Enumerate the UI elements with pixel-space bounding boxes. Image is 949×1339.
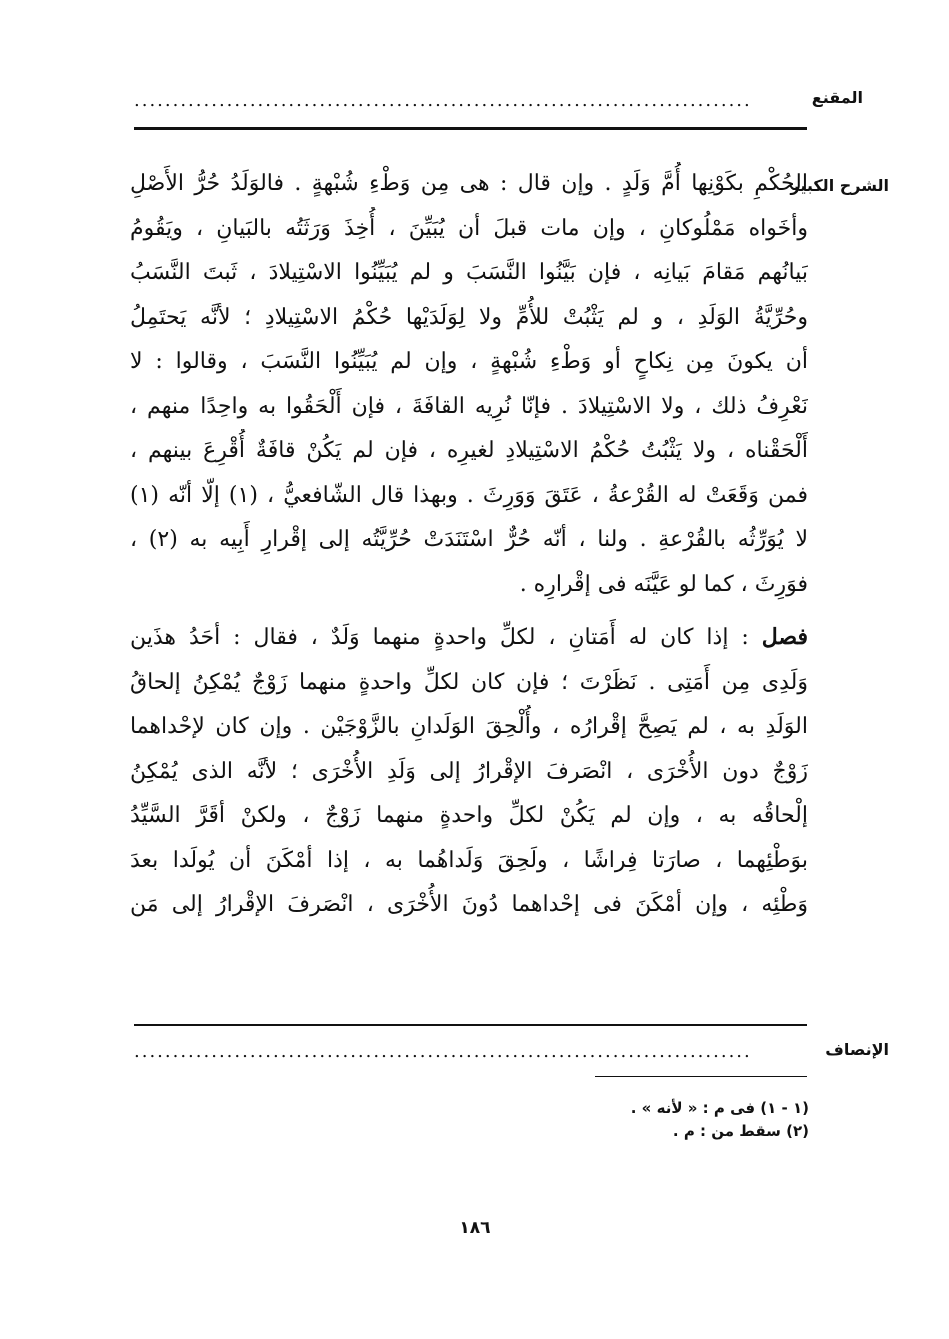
- footnotes: [309, 1097, 809, 1143]
- text-line: نَعْرِفُ ذلك ، ولا الاسْتِيلادَ . فإنّا نُرِيه القافَةَ ، فإن أَلْحَقُوا به واحِدًا منهم ،: [130, 393, 808, 419]
- text-line: وَطْئِه ، وإن أمْكَنَ فى إحْداهما دُونَ الأُخْرَى ، انْصَرفَ الإقْرارُ إلى مَن: [130, 892, 808, 917]
- body-bottom-rule: [134, 1024, 807, 1026]
- text-line: فمن وَقَعَتْ له القُرْعةُ ، عَتَقَ وَوَرِثَ . وبهذا قال الشّافعيُّ ، (١) إلّا أنّه (١): [130, 482, 808, 508]
- footnote-1: (١ - ١) فى م : « لأنه » .: [630, 1099, 809, 1117]
- text-line: وَلَدِى مِن أَمَتِى . نَظَرْتَ ؛ فإن كان لكلِّ واحدةٍ منهما زَوْجٌ يُمْكِنُ إلحاقُ: [130, 669, 808, 695]
- page-number: ١٨٦: [459, 1218, 491, 1238]
- header-dotted-line: ................................................................................: [134, 92, 752, 110]
- fasl-heading: فصل: [761, 624, 808, 650]
- sharh-kabir-label: الشرح الكبير: [790, 176, 889, 195]
- text-line: أَلْحَقْناه ، ولا يَثْبُتُ حُكْمُ الاسْتِيلادِ لغيرِه ، فإن لم يَكُنْ قافَةٌ أُقْرِعَ بينهم ،: [130, 438, 808, 463]
- text-line: وحُرِّيَّةُ الوَلَدِ ، و لم يَثْبُتْ للأُمِّ ولا لِوَلَدَيْها حُكْمُ الاسْتِيلادِ ؛ لأنَّه يَحتَمِلُ: [130, 304, 808, 330]
- running-title: المقنع: [811, 88, 863, 107]
- fasl-line: [130, 615, 808, 661]
- main-text: [130, 162, 808, 928]
- insaf-label: الإنصاف: [825, 1040, 889, 1059]
- text-line: الوَلَدِ به ، لم يَصِحَّ إقْرارُه ، وأُلْحِقَ الوَلَدانِ بالزَّوْجَيْن . وإن كان لإحْداهما: [130, 714, 808, 739]
- text-line: بَيانُهم مَقامَ بَيانِه ، فإن بَيَّنُوا النَّسَبَ و لم يُبَيِّنُوا الاسْتِيلادَ ، ثَبتَ النَّسَبُ: [130, 260, 808, 285]
- header-rule: [134, 127, 807, 130]
- text-line: الحُكْمِ بكَوْنِها أُمَّ وَلَدٍ . وإن قال : هى مِن وَطْءِ شُبْهةٍ . فالوَلَدُ حُرُّ الأَصْلِ: [130, 171, 808, 196]
- text-line: بوَطْئِهما ، صارَتا فِراشًا ، ولَحِقَ وَلَداهُما به ، إذا أمْكَنَ أن يُولَدا بعدَ: [130, 847, 808, 873]
- text-line: وأخَواه مَمْلُوكانِ ، وإن مات قبلَ أن يُبَيِّنَ ، أُخِذَ وَرَثَتُه بالبَيانِ ، ويَقُومُ: [130, 215, 808, 241]
- text-line: زَوْجٌ دون الأُخْرَى ، انْصَرفَ الإقْرارُ إلى وَلَدِ الأُخْرَى ؛ لأنَّه الذى يُمْكِنُ: [130, 758, 808, 784]
- footnote-2: (٢) سقط من : م .: [672, 1122, 809, 1140]
- text-line: أن يكونَ مِن نِكاحٍ أو وَطْءِ شُبْهةٍ ، وإن لم يُبَيِّنُوا النَّسَبَ ، وقالوا : لا: [130, 349, 808, 374]
- footnote-separator: [595, 1076, 807, 1077]
- text-line: فوَرِثَ ، كما لو عَيَّنَه فى إقْرارِه .: [519, 571, 808, 597]
- text-line: إلْحاقُه به ، وإن لم يَكُنْ لكلِّ واحدةٍ منهما زَوْجٌ ، ولكنْ أقَرَّ السَّيِّدُ: [130, 803, 808, 828]
- fasl-first-line: : إذا كان له أَمَتانِ ، لكلِّ واحدةٍ منهما وَلَدٌ ، فقال : أحَدُ هذَين: [130, 625, 749, 650]
- insaf-dotted-line: ................................................................................: [134, 1043, 752, 1061]
- text-line: لا يُوَرِّثُه بالقُرْعةِ . ولنا ، أنّه حُرٌّ اسْتَنَدَتْ حُرِّيَّتُه إلى إقْرارِ أَبِيه به (٢) ،: [130, 527, 808, 552]
